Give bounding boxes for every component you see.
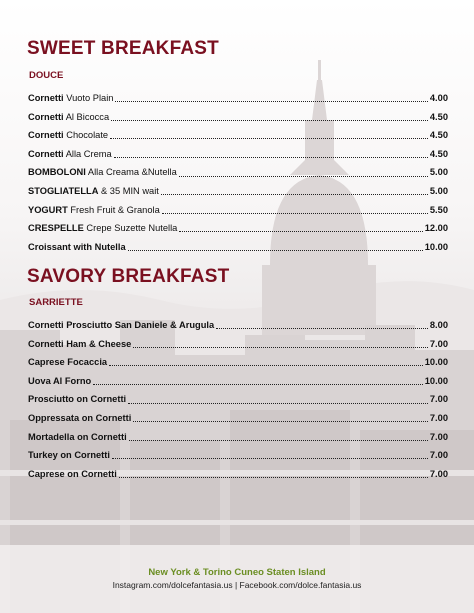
menu-item-title: Cornetti	[28, 148, 64, 159]
menu-item-name	[28, 428, 127, 447]
menu-item-price: 7.00	[429, 412, 448, 423]
menu-item-name	[28, 409, 131, 428]
menu-item-price: 7.00	[429, 468, 448, 479]
dotted-leader	[133, 347, 428, 348]
sweet-menu-list	[28, 89, 448, 256]
footer-social-links: Instagram.com/dolcefantasia.us | Facebook.com/dolce.fantasia.us	[112, 580, 362, 590]
footer-locations: New York & Torino Cuneo Staten Island	[148, 567, 326, 578]
menu-item-title: Cornetti Ham & Cheese	[28, 338, 132, 349]
menu-item-price: 7.00	[429, 431, 448, 442]
menu-item-description: Chocolate	[63, 130, 109, 141]
menu-item-description: Fresh Fruit & Granola	[67, 204, 160, 215]
dotted-leader	[112, 458, 428, 459]
menu-item-description: Vuoto Plain	[63, 93, 114, 103]
menu-item-name	[28, 446, 110, 465]
sweet-section-title: SWEET BREAKFAST	[27, 38, 219, 59]
menu-item-name	[28, 335, 131, 354]
menu-item	[28, 428, 448, 447]
sweet-section-subtitle: DOUCE	[29, 70, 64, 81]
menu-item-title: Cornetti	[28, 130, 64, 141]
menu-item-title: Croissant with Nutella	[28, 241, 126, 252]
savory-section-subtitle: SARRIETTE	[29, 297, 83, 308]
menu-item-title: Oppressata on Cornetti	[28, 412, 132, 423]
menu-item-title: Cornetti	[28, 93, 64, 103]
menu-item-name	[28, 219, 177, 238]
menu-item-title: YOGURT	[28, 204, 68, 215]
menu-item	[28, 182, 448, 201]
menu-item-description: Al Bicocca	[63, 111, 110, 122]
menu-item-name	[28, 201, 160, 220]
dotted-leader	[115, 101, 427, 102]
dotted-leader	[110, 138, 428, 139]
menu-item-price: 10.00	[424, 357, 448, 368]
dotted-leader	[129, 440, 428, 441]
menu-item-title: STOGLIATELLA	[28, 185, 99, 196]
menu-item-price: 12.00	[424, 223, 448, 234]
menu-item	[28, 145, 448, 164]
menu-item	[28, 219, 448, 238]
menu-item-title: Cornetti Prosciutto San Daniele & Arugula	[28, 320, 215, 330]
menu-item-title: Caprese on Cornetti	[28, 468, 117, 479]
menu-item-title: Caprese Focaccia	[28, 357, 108, 368]
dotted-leader	[133, 421, 428, 422]
dotted-leader	[119, 477, 428, 478]
menu-item-description: Alla Creama &Nutella	[85, 167, 177, 178]
menu-item-title: Cornetti	[28, 111, 64, 122]
menu-item-name	[28, 390, 126, 409]
menu-item-price: 7.00	[429, 338, 448, 349]
menu-item-name	[28, 163, 177, 182]
menu-item	[28, 372, 448, 391]
dotted-leader	[111, 120, 428, 121]
menu-item	[28, 335, 448, 354]
menu-item	[28, 465, 448, 484]
dotted-leader	[109, 365, 423, 366]
menu-item	[28, 163, 448, 182]
dotted-leader	[179, 231, 422, 232]
menu-item-name	[28, 182, 159, 201]
menu-item-price: 4.50	[429, 130, 448, 141]
menu-item-name	[28, 316, 214, 335]
menu-item-name	[28, 145, 112, 164]
menu-item	[28, 108, 448, 127]
menu-item-price: 4.50	[429, 148, 448, 159]
menu-item-price: 4.50	[429, 111, 448, 122]
dotted-leader	[161, 194, 428, 195]
dotted-leader	[93, 384, 423, 385]
menu-item	[28, 353, 448, 372]
menu-item-name	[28, 465, 117, 484]
menu-item-name	[28, 372, 91, 391]
menu-item-title: CRESPELLE	[28, 223, 84, 234]
dotted-leader	[216, 328, 428, 329]
savory-menu-list	[28, 316, 448, 483]
dotted-leader	[128, 250, 423, 251]
menu-item-description: & 35 MIN wait	[98, 185, 159, 196]
menu-item-name	[28, 108, 109, 127]
menu-item-name	[28, 126, 108, 145]
menu-item	[28, 201, 448, 220]
menu-item	[28, 409, 448, 428]
menu-item-price: 4.00	[429, 93, 448, 103]
savory-section-title: SAVORY BREAKFAST	[27, 266, 230, 287]
menu-item-title: Prosciutto on Cornetti	[28, 394, 127, 405]
menu-item-title: Mortadella on Cornetti	[28, 431, 127, 442]
menu-item	[28, 316, 448, 335]
menu-item-price: 5.50	[429, 204, 448, 215]
dotted-leader	[162, 213, 428, 214]
dotted-leader	[179, 176, 428, 177]
menu-item-name	[28, 89, 113, 108]
menu-item-name	[28, 353, 107, 372]
dotted-leader	[128, 403, 428, 404]
menu-item-price: 7.00	[429, 450, 448, 461]
menu-item-title: Uova Al Forno	[28, 375, 92, 386]
menu-item-price: 10.00	[424, 241, 448, 252]
menu-item	[28, 446, 448, 465]
menu-item-name	[28, 238, 126, 257]
menu-item-price: 5.00	[429, 185, 448, 196]
menu-item-description: Crepe Suzette Nutella	[83, 223, 178, 234]
menu-item-price: 5.00	[429, 167, 448, 178]
menu-item	[28, 238, 448, 257]
menu-item	[28, 126, 448, 145]
menu-item	[28, 390, 448, 409]
menu-item-price: 7.00	[429, 394, 448, 405]
menu-item	[28, 89, 448, 108]
menu-item-title: Turkey on Cornetti	[28, 450, 110, 461]
menu-item-price: 8.00	[429, 320, 448, 330]
dotted-leader	[114, 157, 428, 158]
menu-item-description: Alla Crema	[63, 148, 112, 159]
menu-item-price: 10.00	[424, 375, 448, 386]
menu-item-title: BOMBOLONI	[28, 167, 86, 178]
